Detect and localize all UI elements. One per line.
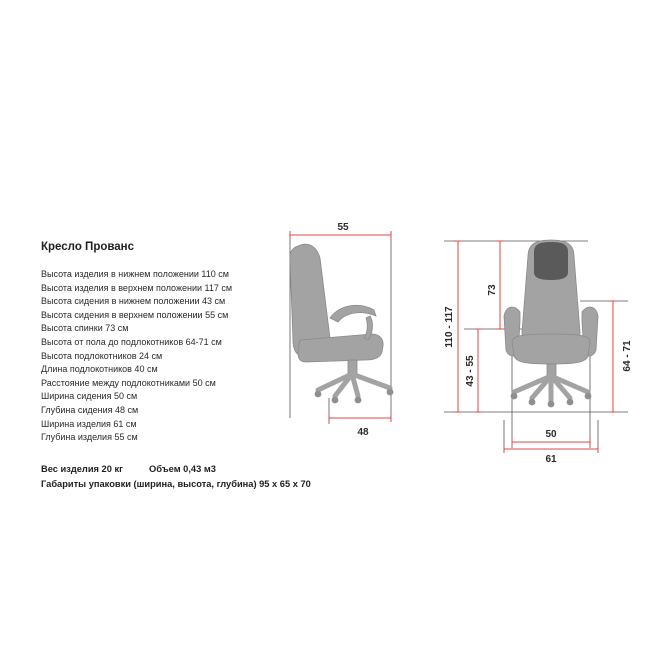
front-total-width-label: 61 — [545, 454, 557, 465]
front-seat-width-label: 50 — [545, 429, 557, 440]
weight-text: Вес изделия 20 кг — [41, 464, 124, 474]
front-wheel — [567, 399, 574, 406]
front-base — [514, 376, 588, 400]
spec-item: Глубина изделия 55 см — [41, 432, 138, 443]
front-back-height-label: 73 — [487, 284, 498, 296]
side-view — [290, 222, 394, 438]
spec-item: Ширина изделия 61 см — [41, 418, 137, 429]
spec-item: Расстояние между подлокотниками 50 см — [41, 377, 216, 388]
side-base — [318, 374, 390, 396]
side-depth-label: 55 — [337, 222, 349, 233]
side-wheel — [332, 397, 339, 404]
spec-item: Ширина сидения 50 см — [41, 391, 138, 402]
front-view — [444, 240, 633, 465]
spec-item: Высота изделия в верхнем положении 117 см — [41, 282, 233, 293]
side-seat-depth-label: 48 — [357, 427, 369, 438]
spec-item: Высота спинки 73 см — [41, 323, 129, 334]
spec-item: Высота подлокотников 24 см — [41, 350, 163, 361]
front-wheel — [585, 393, 592, 400]
front-armrest-height-label: 64 - 71 — [622, 340, 633, 372]
side-wheel — [315, 391, 322, 398]
spec-item: Высота сидения в нижнем положении 43 см — [41, 296, 226, 307]
volume-text: Объем 0,43 м3 — [149, 464, 216, 474]
front-seat-height-label: 43 - 55 — [465, 355, 476, 387]
front-seat — [512, 334, 590, 364]
spec-item: Высота изделия в нижнем положении 110 см — [41, 269, 229, 279]
side-wheel — [387, 389, 394, 396]
package-text: Габариты упаковки (ширина, высота, глубина) 95 х 65 х 70 — [41, 479, 311, 489]
front-wheel — [529, 399, 536, 406]
side-wheel — [355, 397, 362, 404]
spec-item: Высота сидения в верхнем положении 55 см — [41, 309, 229, 320]
spec-item: Высота от пола до подлокотников 64-71 см — [41, 336, 222, 347]
front-wheel — [511, 393, 518, 400]
front-total-height-label: 110 - 117 — [444, 306, 455, 348]
spec-item: Глубина сидения 48 см — [41, 404, 139, 415]
front-wheel — [548, 401, 555, 408]
spec-item: Длина подлокотников 40 см — [41, 364, 158, 375]
front-headrest — [534, 242, 568, 280]
product-title: Кресло Прованс — [41, 241, 135, 253]
